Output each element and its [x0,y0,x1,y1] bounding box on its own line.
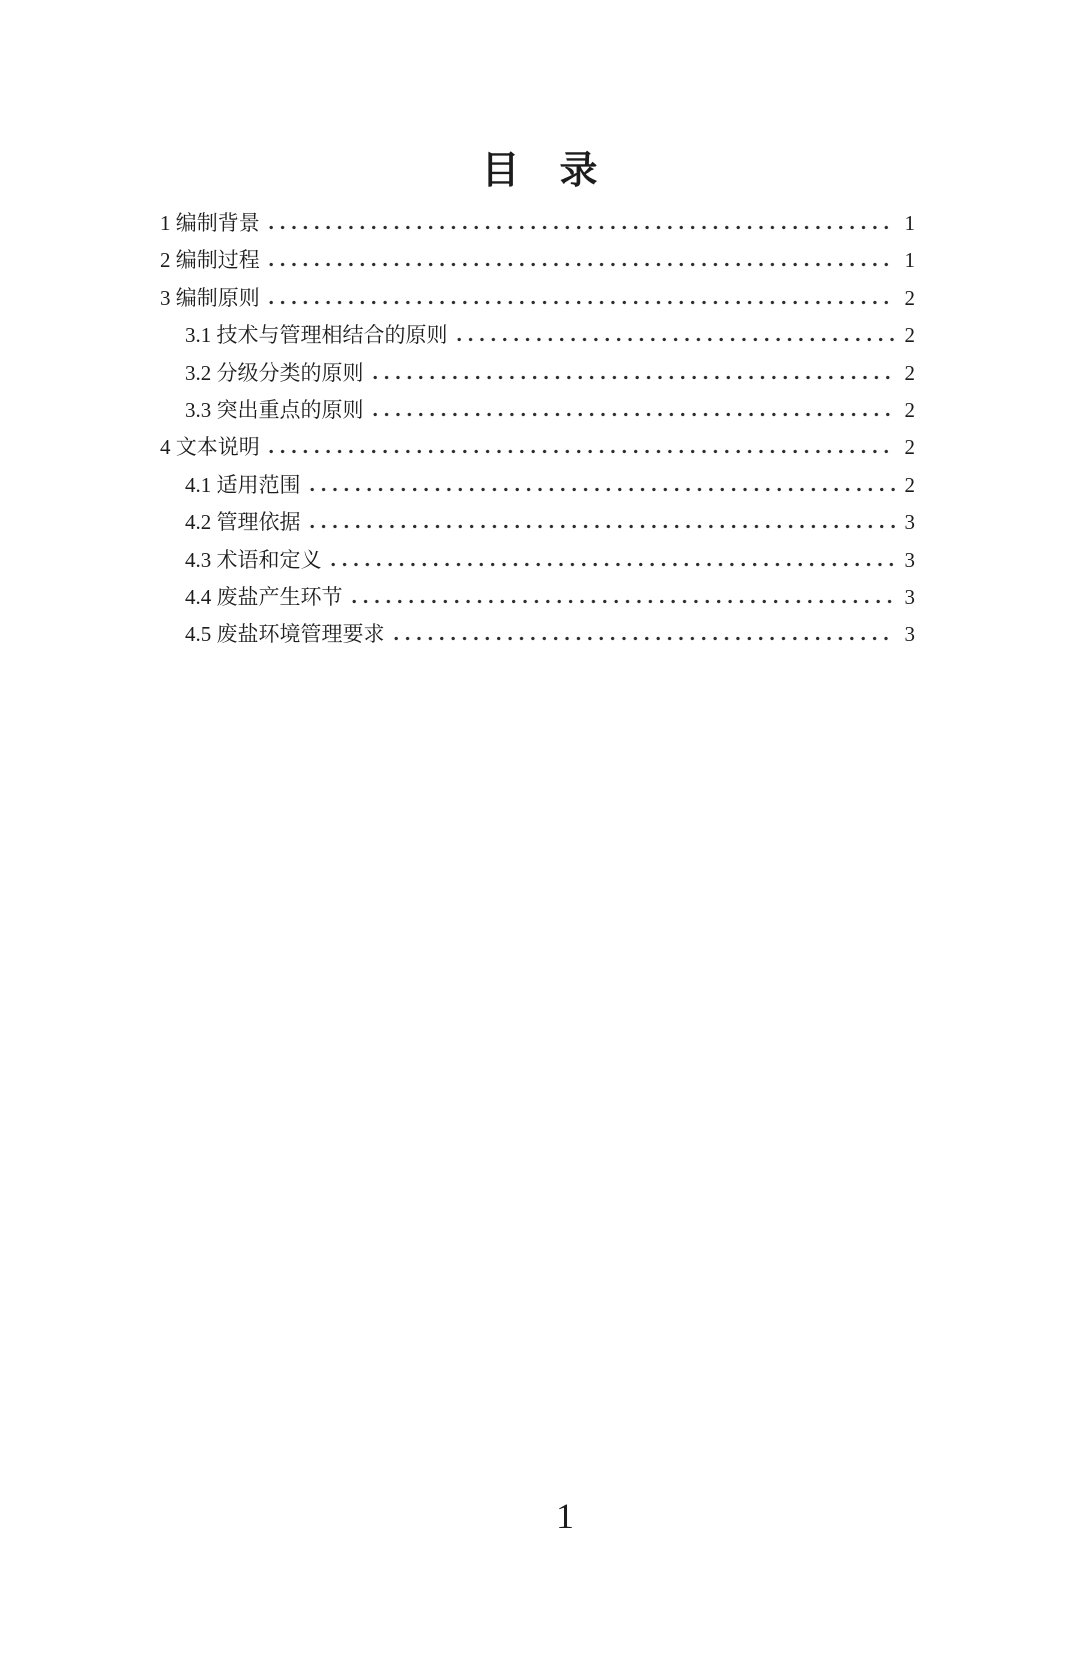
dot-leader [310,487,896,492]
toc-entry-page: 3 [904,622,915,647]
dot-leader [269,225,895,230]
toc-entry [160,205,915,242]
toc-entry-label: 1 编制背景 [160,211,260,235]
dot-leader [310,524,896,529]
footer-page-number: 1 [556,1496,574,1536]
toc-entry-page: 3 [904,510,915,535]
toc-entry [160,467,915,504]
toc-list [160,205,915,654]
toc-entry-page: 2 [904,285,915,310]
toc-entry-label: 3.3 突出重点的原则 [185,397,364,422]
toc-entry-label: 4.3 术语和定义 [185,547,322,572]
toc-entry-label: 4.4 废盐产生环节 [185,584,343,609]
dot-leader [352,599,896,604]
toc-entry [160,616,915,653]
dot-leader [373,375,896,380]
toc-entry-label: 4.1 适用范围 [185,472,301,497]
toc-entry-page: 2 [904,323,915,348]
dot-leader [373,412,896,417]
dot-leader [269,449,895,454]
toc-entry [160,429,915,466]
dot-leader [269,262,895,267]
page-title: 目 录 [481,150,599,192]
toc-entry-label: 4.5 废盐环境管理要求 [185,622,385,647]
toc-entry-page: 2 [904,472,915,497]
toc-entry-label: 2 编制过程 [160,248,260,273]
toc-entry [160,504,915,541]
toc-entry-page: 2 [904,435,915,460]
toc-entry [160,579,915,616]
dot-leader [457,337,896,342]
toc-entry-label: 3.1 技术与管理相结合的原则 [185,323,448,348]
toc-entry [160,242,915,279]
toc-entry-page: 1 [904,211,915,235]
toc-entry [160,317,915,354]
toc-entry-page: 3 [904,547,915,572]
toc-entry-label: 3 编制原则 [160,285,260,310]
toc-entry [160,542,915,579]
toc-entry-page: 3 [904,584,915,609]
dot-leader [331,562,896,567]
dot-leader [269,300,895,305]
toc-entry [160,280,915,317]
document-page [0,148,1080,1675]
toc-entry-label: 4.2 管理依据 [185,510,301,535]
toc-entry-page: 1 [904,248,915,273]
toc-entry-page: 2 [904,397,915,422]
toc-entry-page: 2 [904,360,915,385]
toc-entry [160,392,915,429]
toc-entry-label: 3.2 分级分类的原则 [185,360,364,385]
toc-entry-label: 4 文本说明 [160,435,260,460]
toc-entry [160,355,915,392]
dot-leader [394,636,896,641]
